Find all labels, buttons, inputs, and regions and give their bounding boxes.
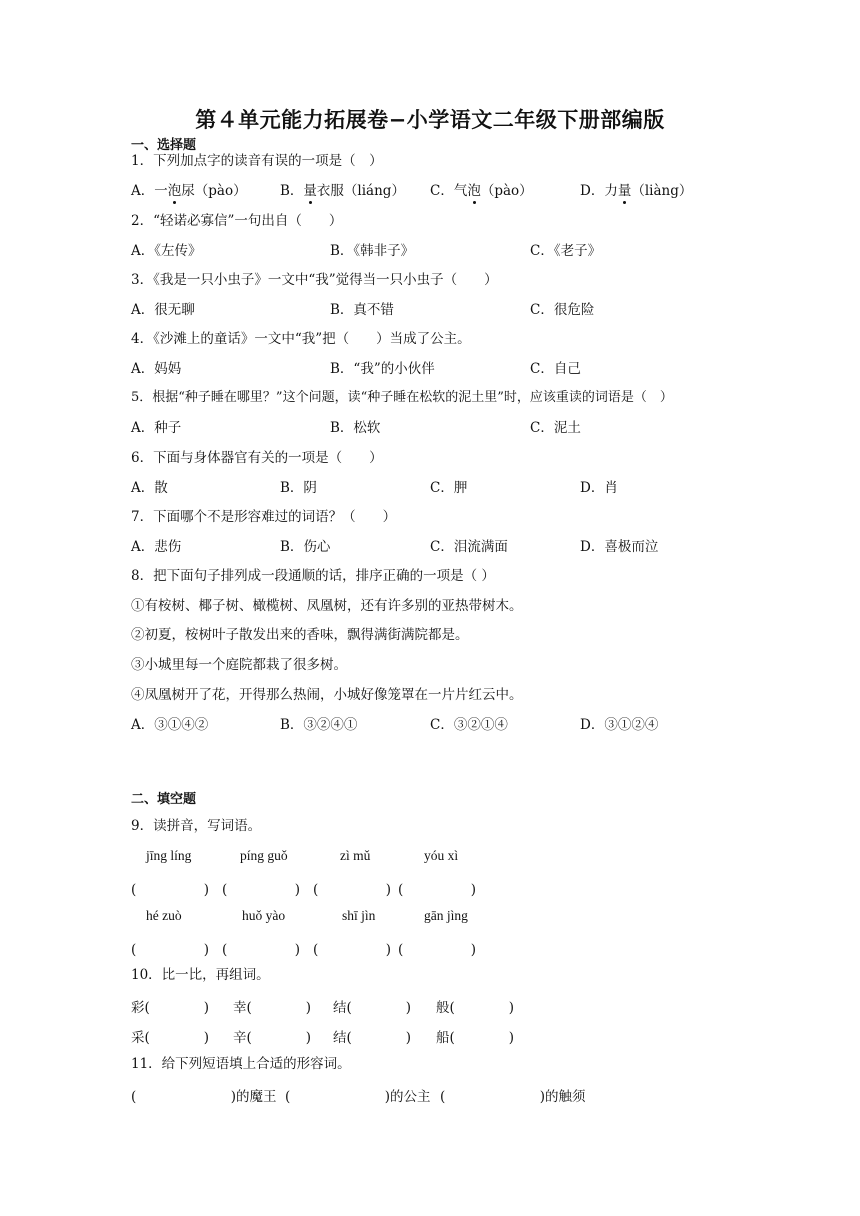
word-blank[interactable]: 幸( ) [233, 1000, 312, 1016]
q5-option-b: B．松软 [330, 420, 381, 436]
q3-option-b: B．真不错 [330, 302, 394, 318]
pinyin-3: zì mǔ [340, 848, 371, 863]
answer-blank[interactable]: ( ) [398, 942, 477, 958]
q6-option-c: C．胛 [430, 480, 468, 496]
pinyin-4: yóu xì [424, 848, 459, 863]
section-fill-heading: 二、填空题 [131, 792, 197, 807]
answer-blank[interactable]: ( ) [131, 942, 210, 958]
pinyin-6: huǒ yào [242, 908, 286, 923]
q6-option-b: B．阴 [280, 480, 317, 496]
question-2: 2．“轻诺必寡信”一句出自（ ） [131, 213, 343, 229]
q7-option-c: C．泪流满面 [430, 539, 508, 555]
q2-option-a: A．《左传》 [131, 243, 202, 259]
q7-option-b: B．伤心 [280, 539, 331, 555]
question-9: 9．读拼音，写词语。 [131, 818, 262, 834]
q6-option-a: A．散 [131, 480, 168, 496]
word-blank[interactable]: 辛( ) [233, 1030, 312, 1046]
word-blank[interactable]: 般( ) [436, 1000, 515, 1016]
word-blank[interactable]: 船( ) [436, 1030, 515, 1046]
answer-blank[interactable]: ( ) [398, 882, 477, 898]
q4-option-a: A．妈妈 [131, 361, 182, 377]
question-6: 6．下面与身体器官有关的一项是（ ） [131, 450, 383, 466]
q1-option-c: C．气泡（pào） [430, 183, 533, 199]
q8-option-c: C．③②①④ [430, 717, 508, 733]
q5-option-c: C．泥土 [530, 420, 581, 436]
question-7: 7．下面哪个不是形容难过的词语？（ ） [131, 509, 397, 525]
q3-option-c: C．很危险 [530, 302, 595, 318]
answer-blank[interactable]: ( ) [313, 882, 392, 898]
q5-option-a: A．种子 [131, 420, 182, 436]
word-blank[interactable]: 结( ) [333, 1030, 412, 1046]
pinyin-2: píng guǒ [240, 848, 288, 863]
q2-option-c: C．《老子》 [530, 243, 602, 259]
adjective-blank[interactable]: ( )的触须 [440, 1089, 586, 1105]
answer-blank[interactable]: ( ) [313, 942, 392, 958]
q8-option-a: A．③①④② [131, 717, 209, 733]
question-1: 1．下列加点字的读音有误的一项是（ ） [131, 153, 383, 169]
q2-option-b: B．《韩非子》 [330, 243, 415, 259]
question-11: 11．给下列短语填上合适的形容词。 [131, 1056, 351, 1072]
answer-blank[interactable]: ( ) [222, 882, 301, 898]
pinyin-7: shī jìn [342, 908, 376, 923]
q8-sentence-2: ②初夏，桉树叶子散发出来的香味，飘得满街满院都是。 [131, 627, 469, 643]
q4-option-c: C．自己 [530, 361, 581, 377]
q1-option-b: B．量衣服（liáng） [280, 183, 405, 199]
adjective-blank[interactable]: ( )的魔王 [131, 1089, 277, 1105]
adjective-blank[interactable]: ( )的公主 [285, 1089, 431, 1105]
q4-option-b: B．“我”的小伙伴 [330, 361, 435, 377]
q8-sentence-1: ①有桉树、椰子树、橄榄树、凤凰树，还有许多别的亚热带树木。 [131, 598, 523, 614]
answer-blank[interactable]: ( ) [222, 942, 301, 958]
word-blank[interactable]: 结( ) [333, 1000, 412, 1016]
question-4: 4．《沙滩上的童话》一文中“我”把（ ）当成了公主。 [131, 331, 471, 347]
word-blank[interactable]: 彩( ) [131, 1000, 210, 1016]
q6-option-d: D．肖 [580, 480, 618, 496]
question-5: 5．根据“种子睡在哪里？”这个问题，读“种子睡在松软的泥土里”时，应该重读的词语是（ ） [131, 390, 673, 405]
q7-option-a: A．悲伤 [131, 539, 182, 555]
pinyin-5: hé zuò [146, 908, 182, 923]
answer-blank[interactable]: ( ) [131, 882, 210, 898]
q8-option-d: D．③①②④ [580, 717, 659, 733]
question-10: 10．比一比，再组词。 [131, 967, 270, 983]
q1-option-d: D．力量（liàng） [580, 183, 693, 199]
q8-sentence-3: ③小城里每一个庭院都栽了很多树。 [131, 657, 347, 673]
q8-sentence-4: ④凤凰树开了花，开得那么热闹，小城好像笼罩在一片片红云中。 [131, 687, 523, 703]
pinyin-8: gān jìng [424, 908, 468, 923]
q8-option-b: B．③②④① [280, 717, 358, 733]
section-choice-heading: 一、选择题 [131, 138, 197, 153]
q3-option-a: A．很无聊 [131, 302, 195, 318]
page-title: 第４单元能力拓展卷−小学语文二年级下册部编版 [195, 108, 665, 132]
pinyin-1: jīng líng [146, 848, 192, 863]
q1-option-a: A．一泡尿（pào） [131, 183, 247, 199]
word-blank[interactable]: 采( ) [131, 1030, 210, 1046]
q7-option-d: D．喜极而泣 [580, 539, 659, 555]
question-8: 8．把下面句子排列成一段通顺的话，排序正确的一项是（ ） [131, 568, 495, 584]
question-3: 3．《我是一只小虫子》一文中“我”觉得当一只小虫子（ ） [131, 272, 498, 288]
